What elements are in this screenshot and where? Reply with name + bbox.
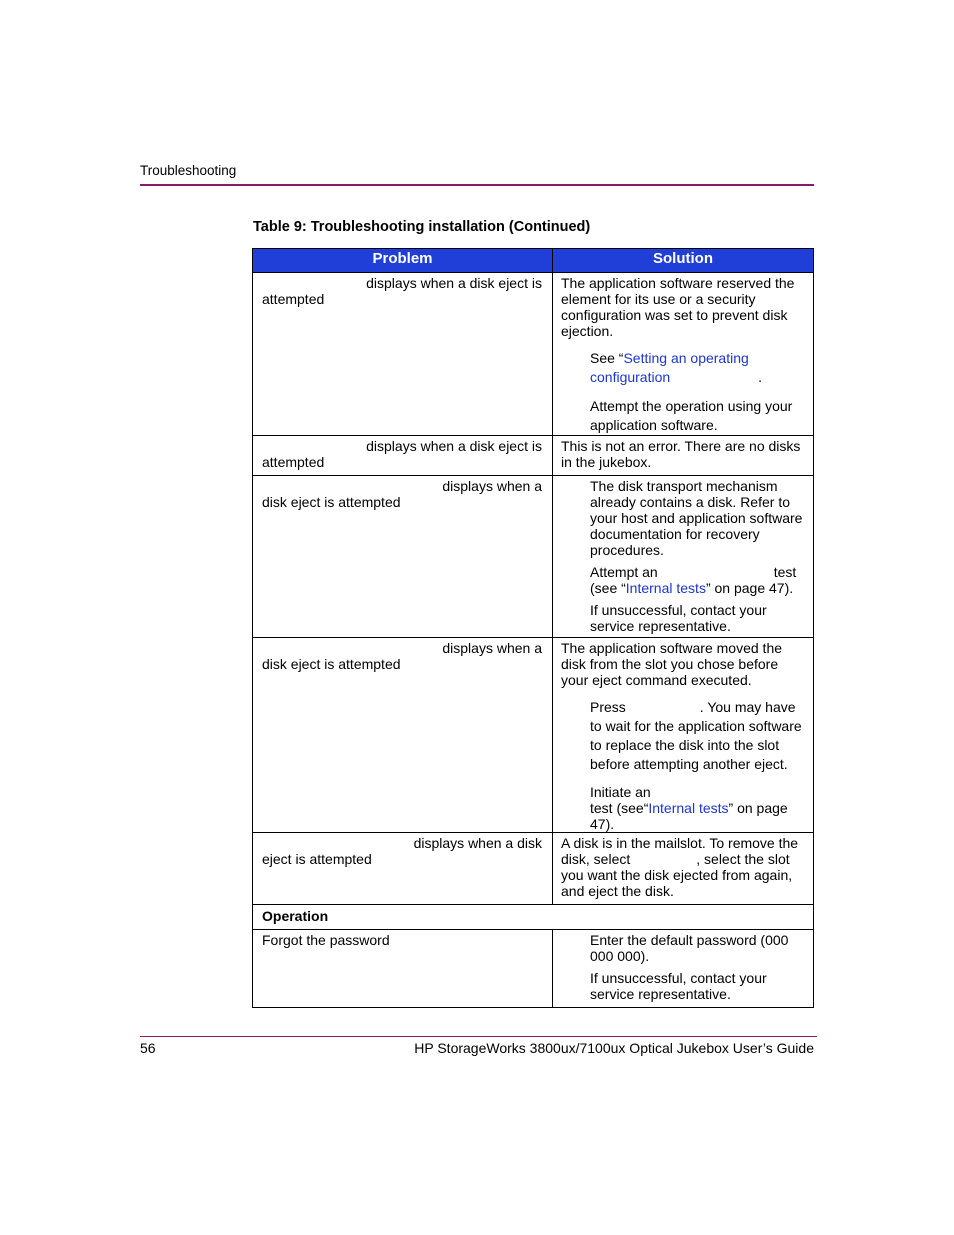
problem-text: displays when a disk eject is xyxy=(366,275,542,291)
setting-operating-config-link[interactable]: Setting an operating configuration xyxy=(590,350,749,385)
problem-cell xyxy=(253,930,553,1008)
header-rule xyxy=(140,184,814,186)
solution-attempt xyxy=(590,564,805,596)
troubleshooting-table xyxy=(252,248,814,1008)
problem-cell xyxy=(253,476,553,638)
solution-press xyxy=(590,698,805,774)
solution-see xyxy=(590,349,805,387)
press-suffix: . You may have to wait for the application software to replace the disk into the slot before attempting another eject. xyxy=(590,699,802,772)
see-suffix: . xyxy=(758,369,763,385)
solution-cell xyxy=(553,436,814,476)
solution-cell xyxy=(553,476,814,638)
problem-text: displays when a xyxy=(442,640,542,656)
see-suffix: ” on page 47). xyxy=(705,580,794,596)
attempt-prefix: Attempt an xyxy=(590,564,658,580)
problem-text: displays when a xyxy=(442,478,542,494)
problem-text: attempted xyxy=(262,454,325,470)
problem-text: displays when a disk xyxy=(413,835,542,851)
internal-tests-link[interactable]: Internal tests xyxy=(648,800,729,816)
initiate-text: Initiate an xyxy=(590,784,651,800)
solution-cell xyxy=(553,833,814,905)
section-label: Operation xyxy=(253,905,814,930)
solution-text: A disk is in the mailslot. To remove the disk, select xyxy=(561,835,799,867)
table-row xyxy=(253,833,814,905)
solution-cell xyxy=(553,638,814,833)
page-number: 56 xyxy=(140,1040,156,1056)
problem-cell xyxy=(253,436,553,476)
problem-text: Forgot the password xyxy=(262,932,390,948)
see-prefix: (see “ xyxy=(590,580,626,596)
test-prefix: test (see“ xyxy=(590,800,649,816)
table-row xyxy=(253,930,814,1008)
attempt-suffix: test xyxy=(773,564,797,580)
solution-cell xyxy=(553,930,814,1008)
solution-text: The application software reserved the element for its use or a security configuration was set to prevent disk ejection. xyxy=(561,275,795,339)
solution-text: The disk transport mechanism already contains a disk. Refer to your host and application software documentation for recovery procedures. xyxy=(590,478,803,558)
table-row xyxy=(253,273,814,436)
internal-tests-link[interactable]: Internal tests xyxy=(625,580,706,596)
solution-contact: If unsuccessful, contact your service representative. xyxy=(590,602,767,634)
section-row xyxy=(253,905,814,930)
problem-cell xyxy=(253,833,553,905)
see-prefix: See “ xyxy=(590,350,624,366)
solution-contact: If unsuccessful, contact your service representative. xyxy=(590,970,767,1002)
problem-text: disk eject is attempted xyxy=(262,656,401,672)
solution-attempt: Attempt the operation using your application software. xyxy=(590,398,793,433)
solution-initiate xyxy=(590,784,805,832)
footer-rule xyxy=(140,1036,817,1037)
problem-column-header: Problem xyxy=(253,249,553,273)
solution-text: , select the slot you want the disk ejected from again, and eject the disk. xyxy=(561,851,793,899)
solution-text: The application software moved the disk from the slot you chose before your eject command executed. xyxy=(561,640,783,688)
test-suffix: ” on page 47). xyxy=(590,800,788,832)
solution-cell xyxy=(553,273,814,436)
running-header: Troubleshooting xyxy=(140,163,237,178)
table-row xyxy=(253,638,814,833)
solution-enter: Enter the default password (000 000 000). xyxy=(590,932,789,964)
problem-cell xyxy=(253,273,553,436)
table-row xyxy=(253,476,814,638)
table-row xyxy=(253,436,814,476)
press-prefix: Press xyxy=(590,699,626,715)
problem-text: eject is attempted xyxy=(262,851,372,867)
problem-text: disk eject is attempted xyxy=(262,494,401,510)
problem-text: attempted xyxy=(262,291,325,307)
book-title: HP StorageWorks 3800ux/7100ux Optical Jukebox User’s Guide xyxy=(414,1040,814,1056)
problem-text: displays when a disk eject is xyxy=(366,438,542,454)
problem-cell xyxy=(253,638,553,833)
table-header-row xyxy=(253,249,814,273)
table-caption: Table 9: Troubleshooting installation (Continued) xyxy=(253,219,591,235)
solution-text: This is not an error. There are no disks in the jukebox. xyxy=(561,438,801,470)
solution-column-header: Solution xyxy=(553,249,814,273)
